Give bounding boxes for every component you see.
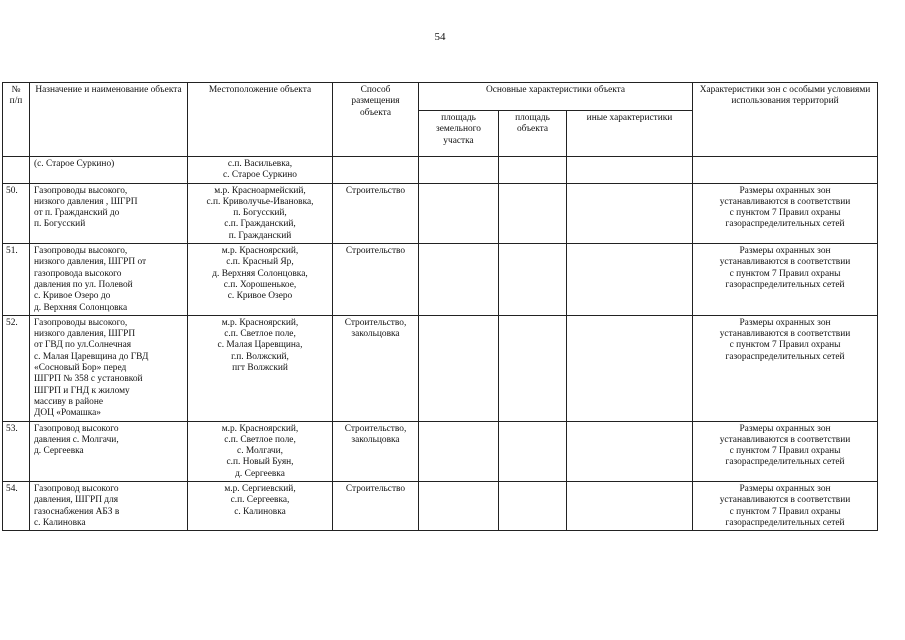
- page-number: 54: [434, 31, 446, 43]
- location-line: д. Сергеевка: [235, 468, 285, 479]
- zones-line: газораспределительных сетей: [725, 457, 845, 468]
- method-line: Строительство: [345, 185, 406, 196]
- cell-name: [30, 244, 188, 316]
- cell-name: [30, 315, 188, 421]
- table-row: [3, 183, 878, 243]
- cell-zones: [693, 315, 878, 421]
- cell-method: [333, 244, 419, 316]
- name-line: давления по ул. Полевой: [34, 279, 133, 290]
- location-line: с.п. Светлое поле,: [224, 434, 296, 445]
- name-line: давления с. Молгачи,: [34, 434, 119, 445]
- location-line: с. Малая Царевщина,: [217, 340, 303, 351]
- name-line: низкого давления, ШГРП от: [34, 257, 147, 268]
- location-line: м.р. Красноармейский,: [214, 185, 306, 196]
- name-line: с. Малая Царевщина до ГВД: [34, 351, 149, 362]
- location-line: с. Калиновка: [234, 506, 286, 517]
- zones-line: устанавливаются в соответствии: [719, 196, 851, 207]
- cell-object-area: [499, 183, 567, 243]
- zones-line: газораспределительных сетей: [725, 517, 845, 528]
- num-line: 53.: [6, 423, 18, 434]
- cell-num: [3, 183, 30, 243]
- name-line: ШГРП и ГНД к жилому: [34, 385, 130, 396]
- cell-name: [30, 183, 188, 243]
- zones-line: с пунктом 7 Правил охраны: [729, 506, 841, 517]
- cell-num: [3, 157, 30, 184]
- cell-zones: [693, 183, 878, 243]
- header-location: Местоположение объекта: [188, 83, 333, 157]
- zones-line: с пунктом 7 Правил охраны: [729, 446, 841, 457]
- location-line: г.п. Волжский,: [231, 351, 289, 362]
- name-line: с. Кривое Озеро до: [34, 291, 111, 302]
- location-line: м.р. Сергиевский,: [224, 484, 296, 495]
- cell-other: [567, 315, 693, 421]
- zones-line: устанавливаются в соответствии: [719, 329, 851, 340]
- name-line: ШГРП № 358 с установкой: [34, 374, 143, 385]
- cell-num: [3, 421, 30, 481]
- name-line: Газопроводы высокого,: [34, 246, 128, 257]
- location-line: с.п. Светлое поле,: [224, 329, 296, 340]
- cell-method: [333, 315, 419, 421]
- cell-location: [188, 315, 333, 421]
- location-line: с.п. Новый Буян,: [226, 457, 294, 468]
- location-line: м.р. Красноярский,: [221, 317, 299, 328]
- location-line: с.п. Криволучье-Ивановка,: [206, 196, 314, 207]
- table-row: [3, 482, 878, 531]
- zones-line: газораспределительных сетей: [725, 279, 845, 290]
- cell-other: [567, 482, 693, 531]
- name-line: массиву в районе: [34, 396, 104, 407]
- cell-other: [567, 183, 693, 243]
- location-line: с.п. Сергеевка,: [230, 495, 290, 506]
- name-line: Газопроводы высокого,: [34, 317, 128, 328]
- location-line: м.р. Красноярский,: [221, 246, 299, 257]
- name-line: д. Верхняя Солонцовка: [34, 302, 128, 313]
- method-line: Строительство: [345, 484, 406, 495]
- table-header-row: [3, 83, 878, 111]
- cell-location: [188, 183, 333, 243]
- location-line: с.п. Красный Яр,: [226, 257, 294, 268]
- zones-line: Размеры охранных зон: [739, 185, 831, 196]
- zones-line: с пунктом 7 Правил охраны: [729, 268, 841, 279]
- zones-line: газораспределительных сетей: [725, 219, 845, 230]
- table-body: [3, 183, 878, 531]
- name-line: низкого давления , ШГРП: [34, 196, 138, 207]
- cell-name: [30, 421, 188, 481]
- method-line: Строительство,: [344, 423, 407, 434]
- name-line: д. Сергеевка: [34, 446, 84, 457]
- header-zones: Характеристики зон с особыми условиями использования территорий: [693, 83, 878, 157]
- name-line: газопровода высокого: [34, 268, 122, 279]
- cell-location: [188, 482, 333, 531]
- cell-zones: [693, 421, 878, 481]
- cell-method: [333, 183, 419, 243]
- objects-table: [2, 82, 878, 531]
- name-line: Газопроводы высокого,: [34, 185, 128, 196]
- location-line: с.п. Васильевка,: [227, 159, 293, 169]
- location-line: с. Старое Суркино: [222, 170, 297, 181]
- zones-line: Размеры охранных зон: [739, 484, 831, 495]
- cell-land-area: [419, 244, 499, 316]
- method-line: Строительство: [345, 246, 406, 257]
- cell-object-area: [499, 157, 567, 184]
- header-other-characteristics: иные характеристики: [567, 111, 693, 157]
- cell-other: [567, 421, 693, 481]
- cell-name: [30, 482, 188, 531]
- name-line: п. Богусский: [34, 219, 86, 230]
- cell-name: [30, 157, 188, 184]
- location-line: м.р. Красноярский,: [221, 423, 299, 434]
- location-line: п. Гражданский: [228, 230, 292, 241]
- name-line: с. Калиновка: [34, 517, 86, 528]
- zones-line: Размеры охранных зон: [739, 246, 831, 257]
- location-line: с.п. Гражданский,: [224, 219, 296, 230]
- name-line: Газопровод высокого: [34, 423, 119, 434]
- cell-zones: [693, 157, 878, 184]
- location-line: д. Верхняя Солонцовка,: [212, 268, 308, 279]
- zones-line: газораспределительных сетей: [725, 351, 845, 362]
- zones-line: с пунктом 7 Правил охраны: [729, 208, 841, 219]
- location-line: п. Богусский,: [233, 208, 287, 219]
- cell-num: [3, 482, 30, 531]
- zones-line: Размеры охранных зон: [739, 317, 831, 328]
- zones-line: устанавливаются в соответствии: [719, 257, 851, 268]
- header-object-area: площадь объекта: [499, 111, 567, 157]
- name-line: ДОЦ «Ромашка»: [34, 408, 101, 419]
- cell-num: [3, 315, 30, 421]
- cell-location: [188, 157, 333, 184]
- table-row: [3, 421, 878, 481]
- cell-object-area: [499, 421, 567, 481]
- num-line: 51.: [6, 246, 18, 257]
- zones-line: с пунктом 7 Правил охраны: [729, 340, 841, 351]
- zones-line: устанавливаются в соответствии: [719, 495, 851, 506]
- num-line: 54.: [6, 484, 18, 495]
- cell-method: [333, 157, 419, 184]
- cell-location: [188, 244, 333, 316]
- continuation-row: [3, 157, 878, 184]
- cell-object-area: [499, 482, 567, 531]
- cell-num: [3, 244, 30, 316]
- name-line: газоснабжения АБЗ в: [34, 506, 120, 517]
- cell-object-area: [499, 244, 567, 316]
- cell-other: [567, 244, 693, 316]
- header-main-characteristics: Основные характеристики объекта: [419, 83, 693, 111]
- name-line: низкого давления, ШГРП: [34, 329, 136, 340]
- method-line: закольцовка: [351, 329, 400, 340]
- cell-land-area: [419, 482, 499, 531]
- method-line: закольцовка: [351, 434, 400, 445]
- cell-land-area: [419, 157, 499, 184]
- cell-object-area: [499, 315, 567, 421]
- method-line: Строительство,: [344, 317, 407, 328]
- name-line: «Сосновый Бор» перед: [34, 363, 127, 374]
- cell-land-area: [419, 183, 499, 243]
- name-line: давления, ШГРП для: [34, 495, 119, 506]
- name-line: от ГВД по ул.Солнечная: [34, 340, 132, 351]
- name-line: Газопровод высокого: [34, 484, 119, 495]
- table-row: [3, 244, 878, 316]
- table-row: [3, 315, 878, 421]
- location-line: пгт Волжский: [232, 363, 288, 374]
- header-method: Способ размещения объекта: [333, 83, 419, 157]
- cell-zones: [693, 482, 878, 531]
- cell-zones: [693, 244, 878, 316]
- cell-other: [567, 157, 693, 184]
- location-line: с. Молгачи,: [237, 446, 283, 457]
- cell-land-area: [419, 315, 499, 421]
- cell-method: [333, 482, 419, 531]
- location-line: с. Кривое Озеро: [227, 291, 293, 302]
- zones-line: устанавливаются в соответствии: [719, 434, 851, 445]
- zones-line: Размеры охранных зон: [739, 423, 831, 434]
- header-num: № п/п: [3, 83, 30, 157]
- header-land-area: площадь земельного участка: [419, 111, 499, 157]
- num-line: 50.: [6, 185, 18, 196]
- location-line: с.п. Хорошенькое,: [223, 279, 297, 290]
- cell-method: [333, 421, 419, 481]
- name-line: от п. Гражданский до: [34, 208, 120, 219]
- num-line: 52.: [6, 317, 18, 328]
- header-name: Назначение и наименование объекта: [30, 83, 188, 157]
- cell-location: [188, 421, 333, 481]
- cell-land-area: [419, 421, 499, 481]
- name-line: (с. Старое Суркино): [34, 159, 115, 169]
